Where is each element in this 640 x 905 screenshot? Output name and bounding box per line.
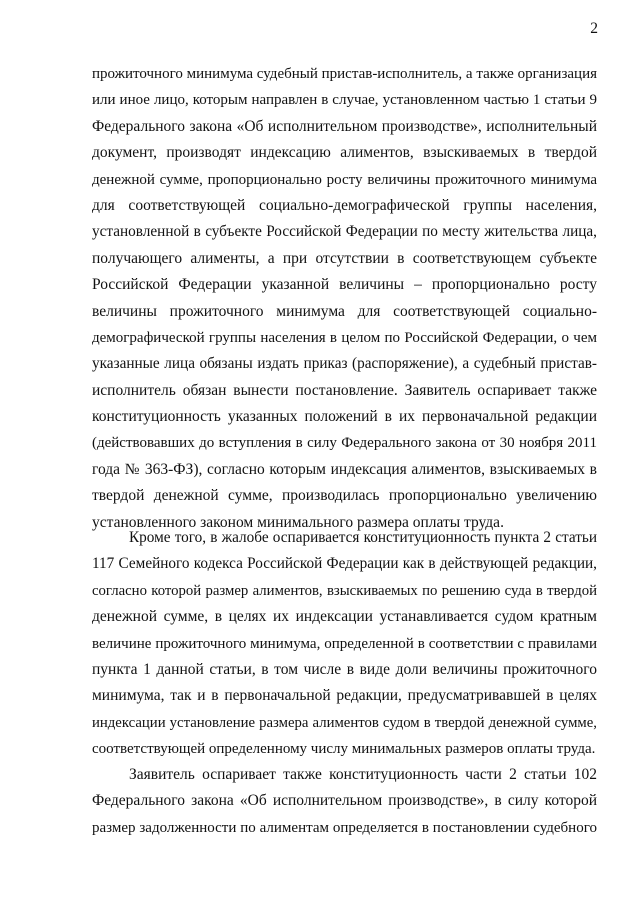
text-line: указанные лица обязаны издать приказ (распоряжение), а судебный пристав- <box>92 355 597 373</box>
text-line: прожиточного минимума судебный пристав-исполнитель, а также организация <box>92 66 597 82</box>
text-line: Российской Федерации указанной величины – пропорционально росту <box>92 276 597 294</box>
text-line: согласно которой размер алиментов, взыскиваемых по решению суда в твердой <box>92 582 597 599</box>
text-line: исполнитель обязан вынести постановление. Заявитель оспаривает также <box>92 381 597 399</box>
text-line: величины прожиточного минимума для соответствующей социально- <box>92 302 597 320</box>
text-line: Федерального закона «Об исполнительном производстве», исполнительный <box>92 117 597 135</box>
text-line: твердой денежной сумме, производилась пропорционально увеличению <box>92 487 597 505</box>
text-line: индексации установление размера алиментов судом в твердой денежной сумме, <box>92 714 597 731</box>
text-line: документ, производят индексацию алиментов, взыскиваемых в твердой <box>92 144 597 162</box>
text-line: (действовавших до вступления в силу Федерального закона от 30 ноября 2011 <box>92 435 597 452</box>
text-line: минимума, так и в первоначальной редакции, предусматривавшей в целях <box>92 687 597 705</box>
text-line: для соответствующей социально-демографической группы населения, <box>92 196 597 214</box>
text-line: или иное лицо, которым направлен в случае, установленном частью 1 статьи 9 <box>92 92 597 109</box>
text-line: установленной в субъекте Российской Федерации по месту жительства лица, <box>92 223 597 241</box>
text-line: года № 363-ФЗ), согласно которым индексация алиментов, взыскиваемых в <box>92 460 597 478</box>
text-line: соответствующей определенному числу минимальных размеров оплаты труда. <box>92 741 596 758</box>
paragraph-1 <box>92 61 597 536</box>
text-line: размер задолженности по алиментам определяется в постановлении судебного <box>92 819 597 836</box>
paragraph-3 <box>92 762 597 841</box>
text-line: установленного законом минимального размера оплаты труда. <box>92 513 504 531</box>
text-line: демографической группы населения в целом по Российской Федерации, о чем <box>92 329 597 346</box>
text-line: конституционность указанных положений в их первоначальной редакции <box>92 408 597 426</box>
text-line: Кроме того, в жалобе оспаривается конституционность пункта 2 статьи <box>129 529 597 546</box>
text-line: Заявитель оспаривает также конституционность части 2 статьи 102 <box>129 766 597 783</box>
text-line: денежной сумме, в целях их индексации устанавливается судом кратным <box>92 608 597 626</box>
text-line: 117 Семейного кодекса Российской Федерации как в действующей редакции, <box>92 555 597 573</box>
paragraph-2 <box>92 525 597 763</box>
text-line: пункта 1 данной статьи, в том числе в виде доли величины прожиточного <box>92 660 597 678</box>
text-line: денежной сумме, пропорционально росту величины прожиточного минимума <box>92 171 597 188</box>
page-number: 2 <box>590 20 598 37</box>
text-line: получающего алименты, а при отсутствии в соответствующем субъекте <box>92 249 597 267</box>
text-line: Федерального закона «Об исполнительном производстве», в силу которой <box>92 792 597 810</box>
text-line: величине прожиточного минимума, определенной в соответствии с правилами <box>92 635 597 652</box>
